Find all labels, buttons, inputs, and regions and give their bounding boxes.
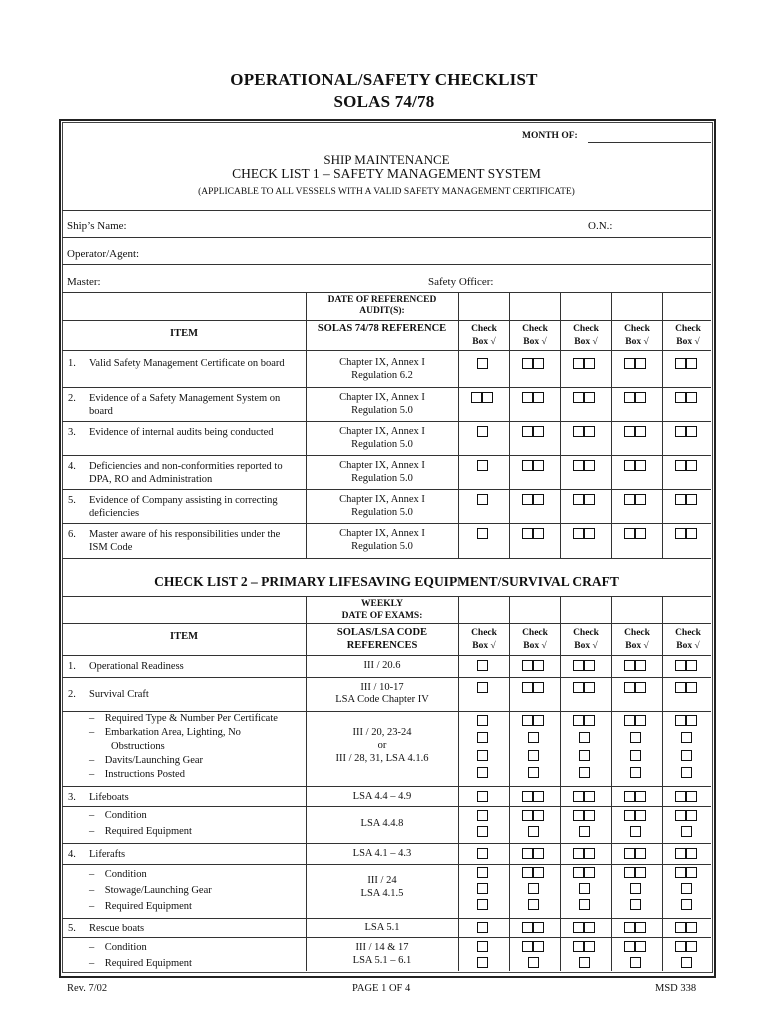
checkbox[interactable] — [579, 750, 590, 761]
checkbox[interactable] — [681, 957, 692, 968]
check-header-line1: Check — [471, 628, 497, 638]
document-subtitle: SOLAS 74/78 — [333, 92, 435, 111]
on-label: O.N.: — [588, 220, 613, 232]
checkbox[interactable] — [477, 826, 488, 837]
checkbox[interactable] — [477, 922, 488, 933]
checkbox[interactable] — [573, 460, 584, 471]
checkbox[interactable] — [675, 358, 686, 369]
checkbox[interactable] — [584, 922, 595, 933]
cl2-row4-num: 4. — [68, 849, 76, 860]
checkbox[interactable] — [624, 460, 635, 471]
cl1-row-ref-chapter: Chapter IX, Annex I — [339, 494, 425, 505]
checkbox[interactable] — [522, 791, 533, 802]
cl2-row2-sub-ref2: or — [377, 740, 387, 751]
cl1-row-text: Evidence of internal audits being conducted — [89, 427, 274, 438]
footer-revision: Rev. 7/02 — [67, 983, 108, 994]
checkbox[interactable] — [522, 867, 533, 878]
check-header-line2: Box √ — [625, 337, 649, 347]
operator-label: Operator/Agent: — [67, 248, 140, 260]
checkbox[interactable] — [635, 682, 646, 693]
row-divider — [62, 455, 711, 456]
cl1-row-ref-chapter: Chapter IX, Annex I — [339, 528, 425, 539]
check-box-column-header — [561, 323, 611, 349]
cl2-row4-text: Liferafts — [89, 849, 126, 860]
check-header-line1: Check — [522, 324, 548, 334]
checkbox[interactable] — [584, 682, 595, 693]
checkbox[interactable] — [477, 791, 488, 802]
checkbox[interactable] — [675, 791, 686, 802]
checkbox[interactable] — [686, 682, 697, 693]
checkbox[interactable] — [635, 867, 646, 878]
checkbox[interactable] — [522, 715, 533, 726]
check-box-column-header — [561, 627, 611, 653]
master-label: Master: — [67, 276, 101, 288]
checkbox[interactable] — [584, 528, 595, 539]
checkbox[interactable] — [635, 715, 646, 726]
cl2-row2-ref1: III / 10-17 — [360, 682, 404, 693]
checkbox[interactable] — [584, 715, 595, 726]
footer-form-code: MSD 338 — [655, 983, 697, 994]
checkbox[interactable] — [579, 767, 590, 778]
cl2-row4-ref: LSA 4.1 – 4.3 — [352, 848, 412, 859]
checkbox[interactable] — [675, 715, 686, 726]
cl1-row-ref-regulation: Regulation 5.0 — [351, 507, 413, 518]
checkbox[interactable] — [624, 682, 635, 693]
row-divider — [62, 523, 711, 524]
checkbox[interactable] — [681, 732, 692, 743]
checkbox[interactable] — [635, 494, 646, 505]
checkbox[interactable] — [675, 810, 686, 821]
check-header-line1: Check — [522, 628, 548, 638]
check-header-line2: Box √ — [472, 337, 496, 347]
checkbox[interactable] — [686, 810, 697, 821]
checkbox[interactable] — [528, 883, 539, 894]
cl1-row-ref-chapter: Chapter IX, Annex I — [339, 392, 425, 403]
checkbox[interactable] — [477, 528, 488, 539]
checkbox[interactable] — [522, 941, 533, 952]
checkbox[interactable] — [584, 358, 595, 369]
cl2-row2-sub-list: – Required Type & Number Per Certificate – Embarkation Area, Lighting, No Obstructions – Davits/Launching Gear – Instructions Posted — [89, 713, 278, 780]
check-header-line2: Box √ — [574, 337, 598, 347]
check-box-column-header — [663, 627, 713, 653]
cl2-row5-sub-list: – Condition – Required Equipment — [89, 942, 192, 969]
checkbox[interactable] — [477, 810, 488, 821]
checkbox[interactable] — [522, 810, 533, 821]
checkbox[interactable] — [573, 867, 584, 878]
check-header-line1: Check — [471, 324, 497, 334]
checkbox[interactable] — [573, 715, 584, 726]
checkbox[interactable] — [635, 791, 646, 802]
check-box-column-header — [510, 627, 560, 653]
checkbox[interactable] — [573, 494, 584, 505]
checklist1-ref-header: SOLAS 74/78 REFERENCE — [317, 323, 447, 334]
cl2-row1-ref: III / 20.6 — [363, 660, 401, 671]
checkbox[interactable] — [584, 848, 595, 859]
checkbox[interactable] — [624, 941, 635, 952]
cl1-row-text: Evidence of a Safety Management System on board — [89, 393, 281, 417]
cl2-row3-sub-list: – Condition – Required Equipment — [89, 810, 192, 837]
checkbox[interactable] — [573, 660, 584, 671]
check-header-line1: Check — [675, 628, 701, 638]
checkbox[interactable] — [624, 358, 635, 369]
checklist1-item-header: ITEM — [169, 328, 198, 339]
check-box-column-header — [510, 323, 560, 349]
checkbox[interactable] — [624, 528, 635, 539]
checkbox[interactable] — [686, 922, 697, 933]
checkbox[interactable] — [675, 460, 686, 471]
row-divider — [62, 421, 711, 422]
checkbox[interactable] — [686, 715, 697, 726]
check-header-line2: Box √ — [472, 641, 496, 651]
checkbox[interactable] — [477, 941, 488, 952]
safety-officer-label: Safety Officer: — [428, 276, 494, 288]
checkbox[interactable] — [533, 922, 544, 933]
checkbox[interactable] — [584, 426, 595, 437]
checkbox[interactable] — [573, 848, 584, 859]
cl1-row-ref-regulation: Regulation 5.0 — [351, 439, 413, 450]
checkbox[interactable] — [528, 750, 539, 761]
row-divider — [62, 489, 711, 490]
checkbox[interactable] — [584, 867, 595, 878]
checkbox[interactable] — [624, 392, 635, 403]
checkbox[interactable] — [579, 826, 590, 837]
checkbox[interactable] — [686, 941, 697, 952]
checkbox[interactable] — [675, 941, 686, 952]
cl2-row3-sub-ref: LSA 4.4.8 — [360, 818, 404, 829]
checkbox[interactable] — [477, 732, 488, 743]
checkbox[interactable] — [635, 358, 646, 369]
cl2-row4-sub-ref2: LSA 4.1.5 — [360, 888, 404, 899]
checkbox[interactable] — [573, 810, 584, 821]
check-header-line1: Check — [675, 324, 701, 334]
cl1-row-num: 1. — [68, 358, 76, 369]
checkbox[interactable] — [681, 767, 692, 778]
cl2-row5-sub-ref2: LSA 5.1 – 6.1 — [352, 955, 412, 966]
checkbox[interactable] — [522, 494, 533, 505]
checkbox[interactable] — [533, 426, 544, 437]
checkbox[interactable] — [686, 426, 697, 437]
cl2-row4-sub-ref1: III / 24 — [367, 875, 397, 886]
checkbox[interactable] — [477, 358, 488, 369]
checkbox[interactable] — [477, 867, 488, 878]
check-box-column-header — [612, 323, 662, 349]
checkbox[interactable] — [686, 460, 697, 471]
check-box-column-header — [459, 627, 509, 653]
checkbox[interactable] — [579, 883, 590, 894]
checkbox[interactable] — [477, 682, 488, 693]
checkbox[interactable] — [681, 883, 692, 894]
checklist2-weekly-label: WEEKLY — [361, 599, 403, 609]
checkbox[interactable] — [686, 528, 697, 539]
checkbox[interactable] — [477, 715, 488, 726]
cl1-row-ref-regulation: Regulation 5.0 — [351, 541, 413, 552]
checkbox[interactable] — [624, 791, 635, 802]
checkbox[interactable] — [635, 528, 646, 539]
check-header-line1: Check — [573, 324, 599, 334]
cl2-row3-ref: LSA 4.4 – 4.9 — [352, 791, 412, 802]
cl2-row2-sub-ref3: III / 28, 31, LSA 4.1.6 — [335, 753, 429, 764]
checkbox[interactable] — [584, 941, 595, 952]
checkbox[interactable] — [522, 392, 533, 403]
checkbox[interactable] — [477, 660, 488, 671]
checkbox[interactable] — [533, 848, 544, 859]
cl1-row-text: Deficiencies and non-conformities reported to DPA, RO and Administration — [89, 461, 283, 485]
check-header-line2: Box √ — [625, 641, 649, 651]
checkbox[interactable] — [635, 660, 646, 671]
checklist2-date-label: DATE OF EXAMS: — [341, 611, 423, 621]
checkbox[interactable] — [635, 426, 646, 437]
checkbox[interactable] — [624, 494, 635, 505]
check-header-line1: Check — [624, 324, 650, 334]
checkbox[interactable] — [573, 528, 584, 539]
checklist2-ref-header-2: REFERENCES — [346, 640, 418, 651]
row-divider — [62, 387, 711, 388]
cl2-row5-num: 5. — [68, 923, 76, 934]
checkbox[interactable] — [522, 528, 533, 539]
checkbox[interactable] — [584, 660, 595, 671]
cl2-row1-text: Operational Readiness — [89, 661, 184, 672]
checkbox[interactable] — [533, 392, 544, 403]
cl2-row3-text: Lifeboats — [89, 792, 129, 803]
footer-page-number: PAGE 1 OF 4 — [352, 983, 411, 994]
section-title: SHIP MAINTENANCE — [323, 152, 450, 167]
cl2-row5-text: Rescue boats — [89, 923, 145, 934]
checkbox[interactable] — [528, 899, 539, 910]
checkbox[interactable] — [533, 715, 544, 726]
checkbox[interactable] — [675, 922, 686, 933]
checkbox[interactable] — [522, 682, 533, 693]
cl1-row-text: Master aware of his responsibilities under the ISM Code — [89, 529, 281, 553]
check-header-line2: Box √ — [574, 641, 598, 651]
checklist2-title: CHECK LIST 2 – PRIMARY LIFESAVING EQUIPMENT/SURVIVAL CRAFT — [154, 574, 619, 589]
checkbox[interactable] — [579, 957, 590, 968]
cl2-row1-num: 1. — [68, 661, 76, 672]
cl1-row-ref-chapter: Chapter IX, Annex I — [339, 426, 425, 437]
checklist1-date-label: DATE OF REFERENCED AUDIT(S): — [327, 295, 437, 316]
checkbox[interactable] — [533, 528, 544, 539]
cl2-row2-sub-ref1: III / 20, 23-24 — [352, 727, 412, 738]
checkbox[interactable] — [522, 922, 533, 933]
check-header-line2: Box √ — [523, 337, 547, 347]
checkbox[interactable] — [686, 660, 697, 671]
checkbox[interactable] — [630, 767, 641, 778]
checkbox[interactable] — [533, 682, 544, 693]
column-divider — [306, 596, 307, 971]
checkbox[interactable] — [675, 848, 686, 859]
checkbox[interactable] — [630, 750, 641, 761]
checkbox[interactable] — [630, 899, 641, 910]
cl2-row2-ref2: LSA Code Chapter IV — [335, 694, 429, 705]
checkbox[interactable] — [630, 826, 641, 837]
checkbox[interactable] — [675, 392, 686, 403]
checkbox[interactable] — [630, 883, 641, 894]
checkbox[interactable] — [528, 826, 539, 837]
checkbox[interactable] — [482, 392, 493, 403]
column-divider — [306, 292, 307, 558]
checkbox[interactable] — [477, 460, 488, 471]
checkbox[interactable] — [624, 848, 635, 859]
checkbox[interactable] — [533, 358, 544, 369]
checkbox[interactable] — [573, 358, 584, 369]
checkbox[interactable] — [681, 899, 692, 910]
checkbox[interactable] — [584, 810, 595, 821]
checkbox[interactable] — [686, 848, 697, 859]
checkbox[interactable] — [528, 732, 539, 743]
checkbox[interactable] — [477, 426, 488, 437]
checkbox[interactable] — [686, 494, 697, 505]
checkbox[interactable] — [675, 867, 686, 878]
cl2-row4-sub-list: – Condition – Stowage/Launching Gear – Required Equipment — [89, 869, 212, 912]
checkbox[interactable] — [624, 867, 635, 878]
checkbox[interactable] — [686, 358, 697, 369]
checkbox[interactable] — [635, 460, 646, 471]
cl1-row-text: Evidence of Company assisting in correcting deficiencies — [89, 495, 278, 519]
cl1-row-ref-chapter: Chapter IX, Annex I — [339, 460, 425, 471]
checkbox[interactable] — [584, 494, 595, 505]
checkbox[interactable] — [477, 848, 488, 859]
checkbox[interactable] — [573, 392, 584, 403]
check-box-column-header — [612, 627, 662, 653]
checkbox[interactable] — [573, 941, 584, 952]
cl1-row-num: 4. — [68, 461, 76, 472]
cl2-row3-num: 3. — [68, 792, 76, 803]
cl2-row2-num: 2. — [68, 689, 76, 700]
checkbox[interactable] — [528, 957, 539, 968]
cl1-row-num: 5. — [68, 495, 76, 506]
document-title: OPERATIONAL/SAFETY CHECKLIST — [230, 70, 538, 89]
checklist1-title: CHECK LIST 1 – SAFETY MANAGEMENT SYSTEM — [232, 166, 541, 181]
checkbox[interactable] — [624, 426, 635, 437]
checkbox[interactable] — [533, 660, 544, 671]
cl1-row-ref-regulation: Regulation 5.0 — [351, 473, 413, 484]
checkbox[interactable] — [573, 922, 584, 933]
cl1-row-num: 6. — [68, 529, 76, 540]
checkbox[interactable] — [675, 682, 686, 693]
checkbox[interactable] — [624, 922, 635, 933]
check-header-line2: Box √ — [523, 641, 547, 651]
checklist2-item-header: ITEM — [169, 631, 198, 642]
checkbox[interactable] — [477, 899, 488, 910]
checkbox[interactable] — [584, 392, 595, 403]
checkbox[interactable] — [686, 867, 697, 878]
checkbox[interactable] — [681, 826, 692, 837]
cl1-row-ref-regulation: Regulation 6.2 — [351, 370, 413, 381]
checkbox[interactable] — [675, 660, 686, 671]
check-header-line2: Box √ — [676, 337, 700, 347]
checkbox[interactable] — [630, 732, 641, 743]
month-label: MONTH OF: — [522, 131, 578, 141]
month-input-line[interactable] — [588, 142, 711, 143]
check-box-column-header — [663, 323, 713, 349]
checkbox[interactable] — [533, 941, 544, 952]
checklist2-ref-header-1: SOLAS/LSA CODE — [336, 627, 428, 638]
checkbox[interactable] — [477, 957, 488, 968]
cl2-row5-ref: LSA 5.1 — [364, 922, 400, 933]
checkbox[interactable] — [533, 867, 544, 878]
checkbox[interactable] — [635, 922, 646, 933]
cl2-row2-text: Survival Craft — [89, 689, 149, 700]
checkbox[interactable] — [528, 767, 539, 778]
checkbox[interactable] — [675, 528, 686, 539]
checkbox[interactable] — [477, 883, 488, 894]
checkbox[interactable] — [635, 941, 646, 952]
checkbox[interactable] — [477, 750, 488, 761]
checkbox[interactable] — [573, 791, 584, 802]
checkbox[interactable] — [522, 660, 533, 671]
checkbox[interactable] — [522, 426, 533, 437]
checkbox[interactable] — [533, 791, 544, 802]
cl2-row5-sub-ref1: III / 14 & 17 — [355, 942, 409, 953]
checkbox[interactable] — [573, 682, 584, 693]
check-header-line2: Box √ — [676, 641, 700, 651]
checkbox[interactable] — [533, 494, 544, 505]
checkbox[interactable] — [681, 750, 692, 761]
checkbox[interactable] — [635, 810, 646, 821]
check-box-column-header — [459, 323, 509, 349]
checkbox[interactable] — [624, 810, 635, 821]
checkbox[interactable] — [675, 426, 686, 437]
cl1-row-ref-regulation: Regulation 5.0 — [351, 405, 413, 416]
checklist1-note: (APPLICABLE TO ALL VESSELS WITH A VALID SAFETY MANAGEMENT CERTIFICATE) — [198, 187, 575, 197]
checkbox[interactable] — [584, 791, 595, 802]
cl1-row-num: 3. — [68, 427, 76, 438]
ships-name-label: Ship’s Name: — [67, 220, 127, 232]
checkbox[interactable] — [522, 848, 533, 859]
checkbox[interactable] — [522, 460, 533, 471]
checkbox[interactable] — [686, 791, 697, 802]
checkbox[interactable] — [477, 767, 488, 778]
checkbox[interactable] — [579, 899, 590, 910]
checkbox[interactable] — [686, 392, 697, 403]
checkbox[interactable] — [471, 392, 482, 403]
cl1-row-text: Valid Safety Management Certificate on board — [89, 358, 285, 369]
checkbox[interactable] — [624, 715, 635, 726]
checkbox[interactable] — [522, 358, 533, 369]
cl1-row-num: 2. — [68, 393, 76, 404]
checkbox[interactable] — [635, 848, 646, 859]
check-header-line1: Check — [573, 628, 599, 638]
cl1-row-ref-chapter: Chapter IX, Annex I — [339, 357, 425, 368]
checkbox[interactable] — [630, 957, 641, 968]
checkbox[interactable] — [675, 494, 686, 505]
checkbox[interactable] — [624, 660, 635, 671]
checkbox[interactable] — [533, 460, 544, 471]
checkbox[interactable] — [533, 810, 544, 821]
checkbox[interactable] — [579, 732, 590, 743]
check-header-line1: Check — [624, 628, 650, 638]
checkbox[interactable] — [573, 426, 584, 437]
checkbox[interactable] — [584, 460, 595, 471]
checkbox[interactable] — [477, 494, 488, 505]
checkbox[interactable] — [635, 392, 646, 403]
